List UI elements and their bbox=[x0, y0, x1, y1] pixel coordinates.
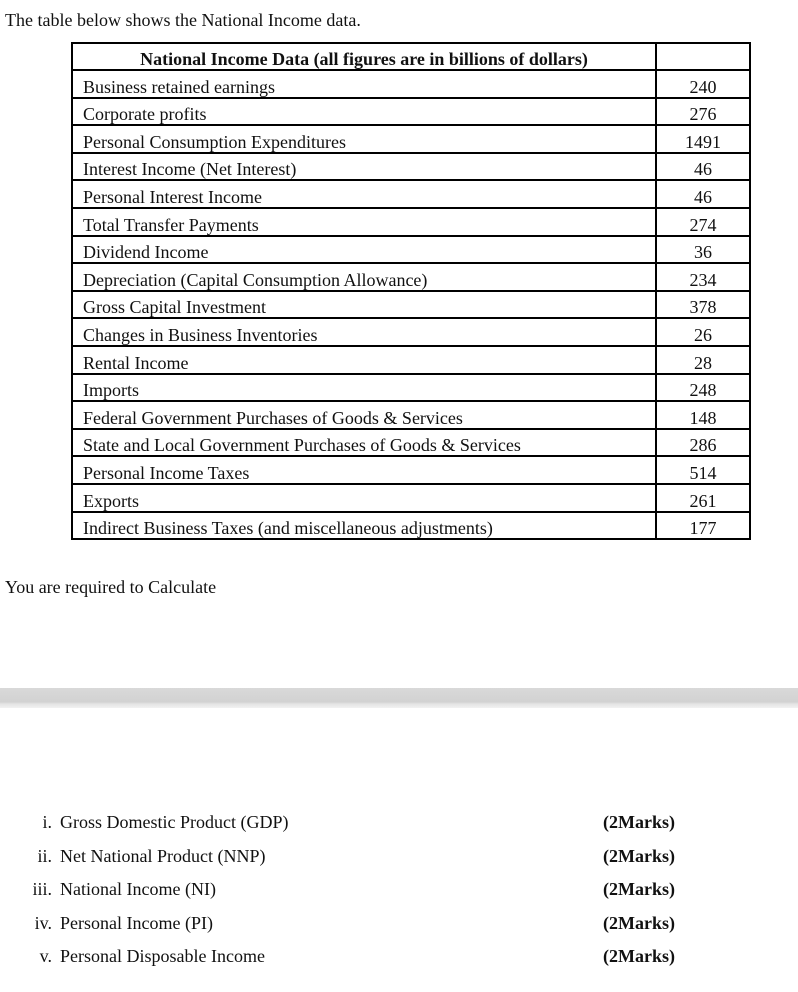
row-label: Corporate profits bbox=[72, 98, 656, 126]
question-number: i. bbox=[42, 812, 52, 832]
question-item bbox=[0, 912, 798, 946]
row-label: Personal Consumption Expenditures bbox=[72, 125, 656, 153]
row-value: 46 bbox=[656, 180, 750, 208]
table-row bbox=[72, 98, 750, 126]
question-text: Net National Product (NNP) bbox=[60, 845, 266, 866]
row-label: Rental Income bbox=[72, 346, 656, 374]
row-value: 1491 bbox=[656, 125, 750, 153]
question-item bbox=[0, 878, 798, 912]
table-row bbox=[72, 236, 750, 264]
row-value: 286 bbox=[656, 429, 750, 457]
table-row bbox=[72, 401, 750, 429]
row-label: Personal Interest Income bbox=[72, 180, 656, 208]
table-row bbox=[72, 429, 750, 457]
row-value: 378 bbox=[656, 291, 750, 319]
table-row bbox=[72, 318, 750, 346]
question-number: iii. bbox=[32, 879, 52, 899]
row-value: 148 bbox=[656, 401, 750, 429]
table-title: National Income Data (all figures are in billions of dollars) bbox=[72, 43, 656, 70]
section-divider bbox=[0, 688, 798, 708]
row-label: Indirect Business Taxes (and miscellaneous adjustments) bbox=[72, 512, 656, 540]
table-row bbox=[72, 153, 750, 181]
row-label: Federal Government Purchases of Goods & Services bbox=[72, 401, 656, 429]
row-label: State and Local Government Purchases of Goods & Services bbox=[72, 429, 656, 457]
row-label: Imports bbox=[72, 374, 656, 402]
question-marks: (2Marks) bbox=[603, 845, 675, 866]
row-value: 36 bbox=[656, 236, 750, 264]
question-marks: (2Marks) bbox=[603, 946, 675, 966]
row-value: 248 bbox=[656, 374, 750, 402]
row-label: Interest Income (Net Interest) bbox=[72, 153, 656, 181]
row-value: 261 bbox=[656, 484, 750, 512]
table-row bbox=[72, 208, 750, 236]
row-label: Business retained earnings bbox=[72, 70, 656, 98]
row-value: 177 bbox=[689, 518, 717, 539]
row-label: Dividend Income bbox=[72, 236, 656, 264]
question-marks: (2Marks) bbox=[603, 879, 675, 899]
question-number: iv. bbox=[34, 912, 52, 933]
table-row bbox=[72, 346, 750, 374]
question-text: National Income (NI) bbox=[60, 879, 216, 899]
question-item bbox=[0, 945, 798, 979]
table-row bbox=[72, 263, 750, 291]
row-label: Changes in Business Inventories bbox=[72, 318, 656, 346]
table-row bbox=[72, 484, 750, 512]
table-row bbox=[72, 456, 750, 484]
table-row bbox=[72, 291, 750, 319]
required-text: You are required to Calculate bbox=[5, 577, 217, 597]
row-value: 276 bbox=[656, 98, 750, 126]
question-text: Personal Disposable Income bbox=[60, 946, 265, 966]
row-value: 28 bbox=[656, 346, 750, 374]
row-label: Exports bbox=[72, 484, 656, 512]
question-number: ii. bbox=[37, 845, 52, 866]
row-label: Personal Income Taxes bbox=[72, 456, 656, 484]
question-item bbox=[0, 811, 798, 845]
row-label: Total Transfer Payments bbox=[72, 208, 656, 236]
question-number: v. bbox=[39, 946, 52, 966]
table-header-value-cell bbox=[656, 43, 750, 70]
question-list bbox=[0, 811, 798, 979]
question-marks: (2Marks) bbox=[603, 812, 675, 832]
table-row bbox=[72, 512, 750, 540]
question-text: Personal Income (PI) bbox=[60, 912, 213, 933]
row-value: 274 bbox=[656, 208, 750, 236]
question-text: Gross Domestic Product (GDP) bbox=[60, 812, 289, 832]
row-value: 514 bbox=[656, 456, 750, 484]
row-label: Depreciation (Capital Consumption Allowance) bbox=[72, 263, 656, 291]
row-value: 234 bbox=[656, 263, 750, 291]
table-row bbox=[72, 180, 750, 208]
question-marks: (2Marks) bbox=[603, 912, 675, 933]
table-row bbox=[72, 70, 750, 98]
national-income-table bbox=[71, 42, 751, 540]
table-row bbox=[72, 125, 750, 153]
row-label: Gross Capital Investment bbox=[72, 291, 656, 319]
row-value: 46 bbox=[656, 153, 750, 181]
question-item bbox=[0, 845, 798, 879]
intro-text: The table below shows the National Income data. bbox=[5, 10, 361, 30]
row-value: 26 bbox=[656, 318, 750, 346]
table-row bbox=[72, 374, 750, 402]
table-header-row bbox=[72, 43, 750, 70]
row-value: 240 bbox=[656, 70, 750, 98]
